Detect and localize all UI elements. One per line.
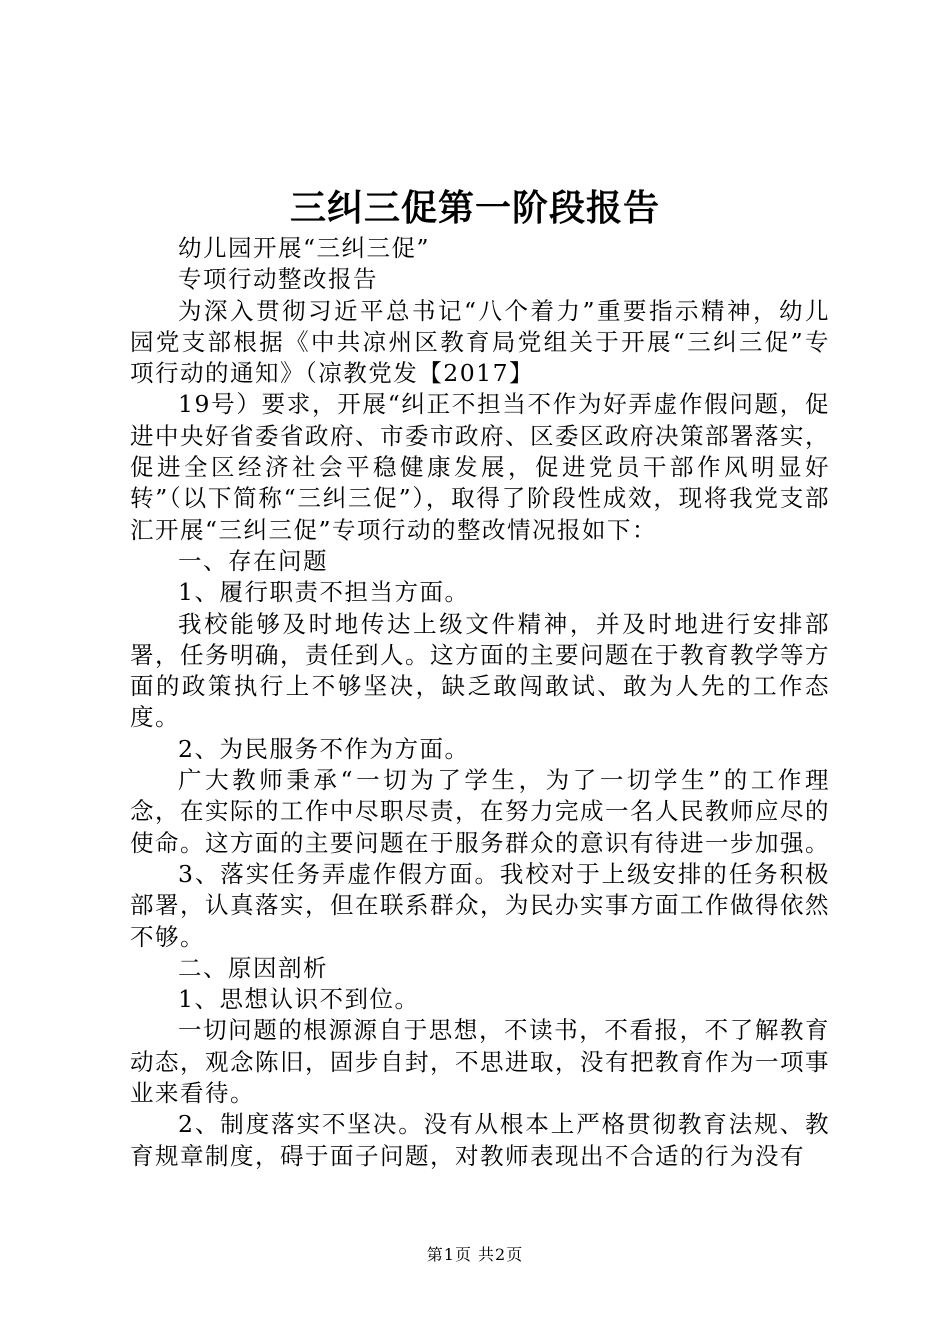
paragraph: 19号）要求，开展“纠正不担当不作为好弄虚作假问题，促进中央好省委省政府、市委市政府、区委区政府决策部署落实，促进全区经济社会平稳健康发展，促进党员干部作风明显好转”（以下简称“三纠三促”），取得了阶段性成效，现将我党支部汇开展“三纠三促”专项行动的整改情况报如下： xyxy=(130,390,830,544)
section-heading: 二、原因剖析 xyxy=(178,953,328,982)
document-body xyxy=(130,233,830,1172)
subsection-heading: 1、思想认识不到位。 xyxy=(178,985,420,1014)
paragraph: 幼儿园开展“三纠三促” xyxy=(178,234,431,262)
paragraph: 广大教师秉承“一切为了学生，为了一切学生”的工作理念，在实际的工作中尽职尽责，在努力完成一名人民教师应尽的使命。这方面的主要问题在于服务群众的意识有待进一步加强。 xyxy=(130,766,830,857)
paragraph: 3、落实任务弄虚作假方面。我校对于上级安排的任务积极部署，认真落实，但在联系群众，为民办实事方面工作做得依然不够。 xyxy=(130,859,830,951)
paragraph: 2、制度落实不坚决。没有从根本上严格贯彻教育法规、教育规章制度，碍于面子问题，对教师表现出不合适的行为没有 xyxy=(130,1110,830,1170)
paragraph: 专项行动整改报告 xyxy=(178,265,378,294)
document-title: 三纠三促第一阶段报告 xyxy=(289,187,660,229)
paragraph: 我校能够及时地传达上级文件精神，并及时地进行安排部署，任务明确，责任到人。这方面的主要问题在于教育教学等方面的政策执行上不够坚决，缺乏敢闯敢试、敢为人先的工作态度。 xyxy=(130,609,830,732)
subsection-heading: 2、为民服务不作为方面。 xyxy=(178,734,470,763)
page-number: 第1页 共2页 xyxy=(426,1245,524,1264)
paragraph: 一切问题的根源源自于思想，不读书，不看报，不了解教育动态，观念陈旧，固步自封，不思进取，没有把教育作为一项事业来看待。 xyxy=(130,1016,830,1108)
paragraph: 为深入贯彻习近平总书记“八个着力”重要指示精神，幼儿园党支部根据《中共凉州区教育局党组关于开展“三纠三促”专项行动的通知》（凉教党发【2017】 xyxy=(130,296,830,388)
subsection-heading: 1、履行职责不担当方面。 xyxy=(178,578,470,607)
section-heading: 一、存在问题 xyxy=(178,546,328,575)
